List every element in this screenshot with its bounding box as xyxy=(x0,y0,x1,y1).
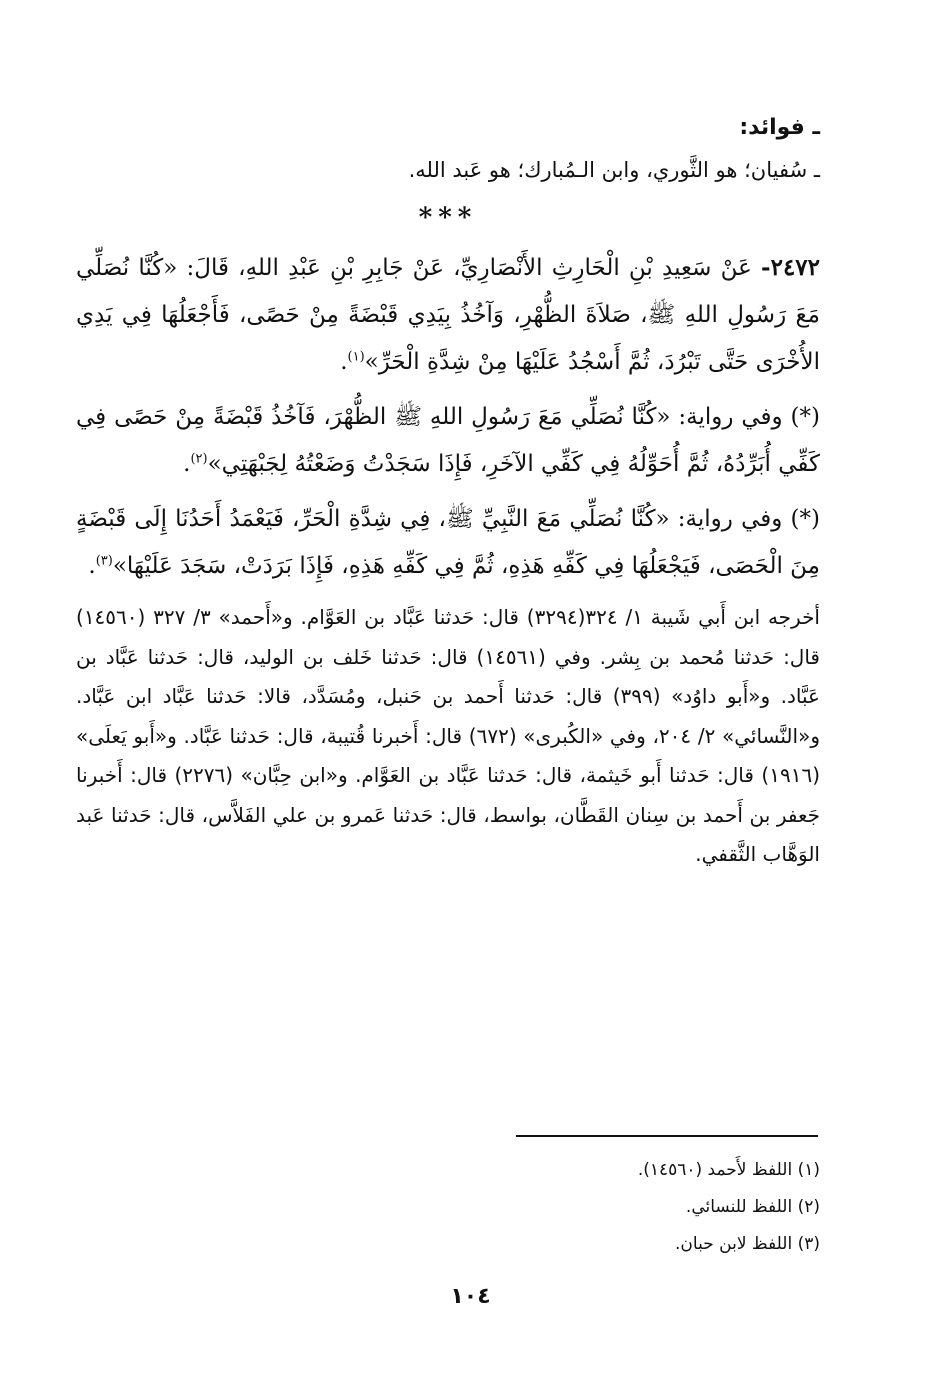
hadith-paragraph: ٢٤٧٢- عَنْ سَعِيدِ بْنِ الْحَارِثِ الأَنْصَارِيِّ، عَنْ جَابِرِ بْنِ عَبْدِ اللهِ، قَالَ: «كُنَّا نُصَلِّي مَعَ رَسُولِ اللهِ ﷺ، صَلاَةَ الظُّهْرِ، وَآخُذُ بِيَدِي قَبْضَةً مِنْ حَصًى، فَأَجْعَلُهَا فِي يَدِي الأُخْرَى حَتَّى تَبْرُدَ، ثُمَّ أَسْجُدُ عَلَيْهَا مِنْ شِدَّةِ الْحَرِّ»$^{(١)}$. xyxy=(76,254,821,375)
takhrij-paragraph: أخرجه ابن أَبي شَيبة ١/ ٣٢٤(٣٢٩٤) قال: حَدثنا عَبَّاد بن العَوَّام. و«أَحمد» ٣/ ٣٢٧ (١٤٥٦٠) قال: حَدثنا مُحمد بن بِشر. وفي (١٤٥٦١) قال: حَدثنا خَلف بن الوليد، قال: حَدثنا عَبَّاد بن عَبَّاد. و«أَبو داوُد» (٣٩٩) قال: حَدثنا أَحمد بن حَنبل، ومُسَدَّد، قالا: حَدثنا عَبَّاد ابن عَبَّاد. و«النَّسائي» ٢/ ٢٠٤، وفي «الكُبرى» (٦٧٢) قال: أَخبرنا قُتيبة، قال: حَدثنا عَبَّاد. و«أَبو يَعلَى» (١٩١٦) قال: حَدثنا أَبو خَيثمة، قال: حَدثنا عَبَّاد بن العَوَّام. و«ابن حِبَّان» (٢٢٧٦) قال: أَخبرنا جَعفر بن أَحمد بن سِنان القَطَّان، بواسط، قال: حَدثنا عَمرو بن علي الفَلاَّس، قال: حَدثنا عَبد الوَهَّاب الثَّقفي. xyxy=(76,605,820,866)
riwaya-paragraph: (*) وفي رواية: «كُنَّا نُصَلِّي مَعَ رَسُولِ اللهِ ﷺ الظُّهْرَ، فَآخُذُ قَبْضَةً مِنْ حَصًى فِي كَفِّي أُبَرِّدُهُ، ثُمَّ أُحَوِّلُهُ فِي كَفِّي الآخَرِ، فَإِذَا سَجَدْتُ وَضَعْتُهُ لِجَبْهَتِي»$^{(٢)}$. xyxy=(76,404,820,477)
hadith-number: ٢٤٧٢- xyxy=(761,254,821,281)
section-separator: *** xyxy=(418,203,478,233)
riwaya-text: (*) وفي رواية: «كُنَّا نُصَلِّي مَعَ النَّبِيِّ ﷺ، فِي شِدَّةِ الْحَرِّ، فَيَعْمَدُ أَحَدُنَا إِلَى قَبْضَةٍ مِنَ الْحَصَى، فَيَجْعَلُهَا فِي كَفِّهِ هَذِهِ، ثُمَّ فِي كَفِّهِ هَذِهِ، فَإِذَا بَرَدَتْ، سَجَدَ عَلَيْهَا» xyxy=(76,506,820,579)
fawaid-line: ـ سُفيان؛ هو الثَّوري، وابن الـمُبارك؛ هو عَبد الله. xyxy=(408,158,820,182)
footnote: (٣) اللفظ لابن حبان. xyxy=(675,1234,820,1254)
riwaya-paragraph: (*) وفي رواية: «كُنَّا نُصَلِّي مَعَ النَّبِيِّ ﷺ، فِي شِدَّةِ الْحَرِّ، فَيَعْمَدُ أَحَدُنَا إِلَى قَبْضَةٍ مِنَ الْحَصَى، فَيَجْعَلُهَا فِي كَفِّهِ هَذِهِ، ثُمَّ فِي كَفِّهِ هَذِهِ، فَإِذَا بَرَدَتْ، سَجَدَ عَلَيْهَا»$^{(٣)}$. xyxy=(76,506,820,579)
footnote-divider xyxy=(516,1135,818,1137)
footnote: (١) اللفظ لأَحمد (١٤٥٦٠). xyxy=(637,1160,820,1180)
hadith-text: عَنْ سَعِيدِ بْنِ الْحَارِثِ الأَنْصَارِيِّ، عَنْ جَابِرِ بْنِ عَبْدِ اللهِ، قَالَ: «كُنَّا نُصَلِّي مَعَ رَسُولِ اللهِ ﷺ، صَلاَةَ الظُّهْرِ، وَآخُذُ بِيَدِي قَبْضَةً مِنْ حَصًى، فَأَجْعَلُهَا فِي يَدِي الأُخْرَى حَتَّى تَبْرُدَ، ثُمَّ أَسْجُدُ عَلَيْهَا مِنْ شِدَّةِ الْحَرِّ» xyxy=(76,255,820,375)
main-text xyxy=(76,108,820,875)
page-number: ١٠٤ xyxy=(450,1284,491,1309)
footnote-ref: (١) xyxy=(347,349,365,365)
footnote-ref: (٣) xyxy=(95,553,113,569)
fawaid-heading: ـ فوائد: xyxy=(739,115,820,140)
footnote-ref: (٢) xyxy=(190,451,208,467)
footnote: (٢) اللفظ للنسائي. xyxy=(685,1197,820,1217)
riwaya-text: (*) وفي رواية: «كُنَّا نُصَلِّي مَعَ رَسُولِ اللهِ ﷺ الظُّهْرَ، فَآخُذُ قَبْضَةً مِنْ حَصًى فِي كَفِّي أُبَرِّدُهُ، ثُمَّ أُحَوِّلُهُ فِي كَفِّي الآخَرِ، فَإِذَا سَجَدْتُ وَضَعْتُهُ لِجَبْهَتِي» xyxy=(76,404,820,477)
footnotes xyxy=(76,1152,820,1263)
